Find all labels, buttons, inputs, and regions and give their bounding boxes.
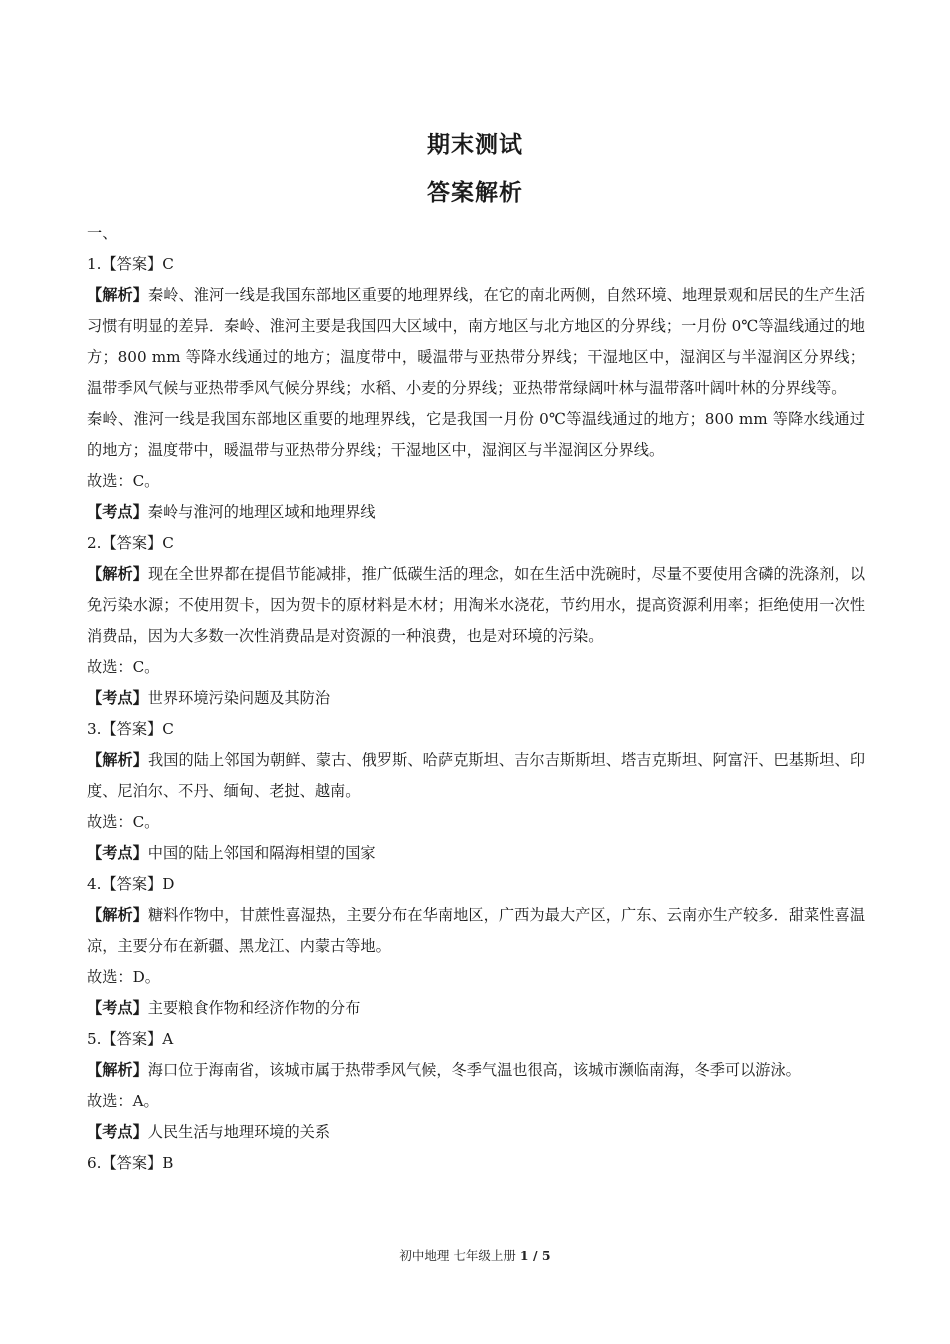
section-heading: 一、 (87, 224, 118, 242)
analysis-text: 我国的陆上邻国为朝鲜、蒙古、俄罗斯、哈萨克斯坦、吉尔吉斯斯坦、塔吉克斯坦、阿富汗、巴基斯坦、印度、尼泊尔、不丹、缅甸、老挝、越南。 (87, 751, 866, 800)
analysis-extra-1: 秦岭、淮河一线是我国东部地区重要的地理界线，它是我国一月份 0℃等温线通过的地方；800 mm 等降水线通过的地方；温度带中，暖温带与亚热带分界线；干湿地区中，湿润区与半湿润区分界线。 (87, 410, 865, 459)
point-line-2 (87, 683, 865, 714)
point-text: 秦岭与淮河的地理区域和地理界线 (147, 503, 376, 521)
point-text: 中国的陆上邻国和隔海相望的国家 (147, 844, 376, 862)
page-subtitle: 答案解析 (427, 180, 523, 206)
answer-line-3: 3.【答案】C (87, 720, 174, 738)
point-label: 【考点】 (87, 689, 148, 707)
analysis-label: 【解析】 (87, 286, 149, 304)
choice-line-1: 故选：C。 (87, 472, 160, 490)
point-line-3 (87, 838, 865, 869)
choice-line-5: 故选：A。 (87, 1092, 159, 1110)
analysis-text: 秦岭、淮河一线是我国东部地区重要的地理界线，在它的南北两侧，自然环境、地理景观和居民的生产生活习惯有明显的差异．秦岭、淮河主要是我国四大区域中，南方地区与北方地区的分界线；一月份 0℃等温线通过的地方；800 mm 等降水线通过的地方；温度带中，暖温带与亚热带分界线；干湿地区中，湿润区与半湿润区分界线；温带季风气候与亚热带季风气候分界线；水稻、小麦的分界线；亚热带常绿阔叶林与温带落叶阔叶林的分界线等。 (87, 286, 866, 397)
point-line-1 (87, 497, 865, 528)
point-label: 【考点】 (87, 1123, 148, 1141)
answer-line-6: 6.【答案】B (87, 1154, 174, 1172)
point-label: 【考点】 (87, 503, 148, 521)
point-text: 世界环境污染问题及其防治 (147, 689, 330, 707)
document-body (87, 218, 865, 1179)
analysis-label: 【解析】 (87, 565, 149, 583)
footer-text: 初中地理 七年级上册 (399, 1248, 516, 1263)
point-line-5 (87, 1117, 865, 1148)
point-text: 人民生活与地理环境的关系 (147, 1123, 330, 1141)
page-footer (0, 1246, 950, 1264)
analysis-paragraph-3 (87, 745, 865, 807)
point-label: 【考点】 (87, 844, 148, 862)
answer-line-2: 2.【答案】C (87, 534, 174, 552)
analysis-paragraph-4 (87, 900, 865, 962)
answer-line-4: 4.【答案】D (87, 875, 175, 893)
point-label: 【考点】 (87, 999, 148, 1017)
analysis-paragraph-1 (87, 280, 865, 404)
choice-line-3: 故选：C。 (87, 813, 160, 831)
point-line-4 (87, 993, 865, 1024)
page-number: 1 / 5 (519, 1248, 551, 1263)
page-title: 期末测试 (427, 132, 523, 158)
analysis-paragraph-5 (87, 1055, 865, 1086)
choice-line-4: 故选：D。 (87, 968, 160, 986)
analysis-label: 【解析】 (87, 751, 149, 769)
analysis-paragraph-2 (87, 559, 865, 652)
point-text: 主要粮食作物和经济作物的分布 (147, 999, 361, 1017)
choice-line-2: 故选：C。 (87, 658, 160, 676)
analysis-text: 现在全世界都在提倡节能减排，推广低碳生活的理念，如在生活中洗碗时，尽量不要使用含磷的洗涤剂，以免污染水源；不使用贺卡，因为贺卡的原材料是木材；用淘米水浇花，节约用水，提高资源利用率；拒绝使用一次性消费品，因为大多数一次性消费品是对资源的一种浪费，也是对环境的污染。 (87, 565, 866, 645)
answer-line-1: 1.【答案】C (87, 255, 174, 273)
analysis-label: 【解析】 (87, 1061, 148, 1079)
analysis-text: 糖料作物中，甘蔗性喜湿热，主要分布在华南地区，广西为最大产区，广东、云南亦生产较多．甜菜性喜温凉，主要分布在新疆、黑龙江、内蒙古等地。 (87, 906, 866, 955)
analysis-text: 海口位于海南省，该城市属于热带季风气候，冬季气温也很高，该城市濒临南海，冬季可以游泳。 (147, 1061, 801, 1079)
analysis-label: 【解析】 (87, 906, 149, 924)
answer-line-5: 5.【答案】A (87, 1030, 174, 1048)
